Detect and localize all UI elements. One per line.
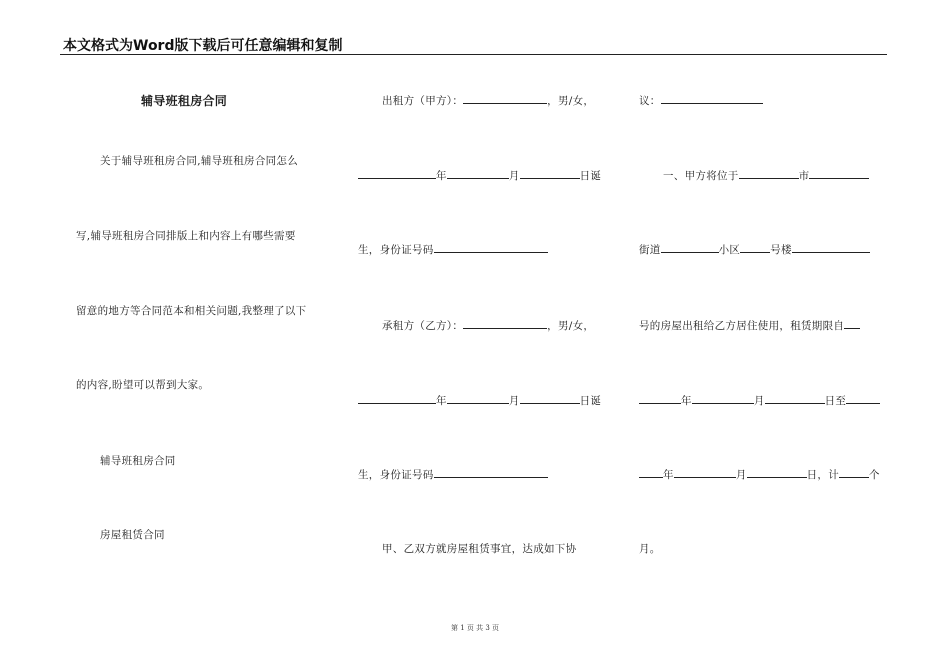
end-year-blank-2 [639,468,663,478]
day-birth-label: 日诞 [579,170,602,182]
lessee-line [382,319,594,332]
birth-day-blank [520,169,580,179]
term-end-line [639,468,880,481]
agreement-end-label: 议： [639,95,661,107]
community-blank [740,243,770,253]
building-label: 号楼 [770,244,792,256]
month-label: 月 [753,395,765,407]
city-label: 市 [798,170,810,182]
month-label: 月 [508,170,520,182]
end-month-blank [674,468,736,478]
agreement-continued-line [639,94,763,107]
agreement-line: 甲、乙双方就房屋租赁事宜，达成如下协 [382,543,577,555]
term-start-blank [844,319,860,329]
lessee-name-blank [463,319,547,329]
month-end-line: 月。 [639,543,661,555]
page-number-footer: 第 1 页 共 3 页 [450,624,500,632]
unit-label: 个 [869,469,880,481]
lessee-label: 承租方（乙方）： [382,320,464,332]
lessor-id-blank [434,243,548,253]
agreement-blank [661,94,763,104]
total-months-blank [839,468,869,478]
id-number-label: 生，身份证号码 [358,244,434,256]
street-label: 街道 [639,244,661,256]
month-label: 月 [508,395,520,407]
lessor-line [382,94,594,107]
birth-year-blank [358,169,436,179]
term-dates-line [639,394,880,407]
location-blank [739,169,799,179]
header-divider [60,54,887,55]
intro-line-3: 留意的地方等合同范本和相关问题,我整理了以下 [76,305,307,317]
community-label: 小区 [718,244,741,256]
intro-line-4: 的内容,盼望可以帮到大家。 [76,379,210,391]
intro-line-1: 关于辅导班租房合同,辅导班租房合同怎么 [100,155,299,167]
id-number-label: 生，身份证号码 [358,469,434,481]
birth-year-blank [358,394,436,404]
street-blank [661,243,719,253]
lessor-id-line [358,243,548,256]
lessor-name-blank [463,94,547,104]
month-label: 月 [735,469,747,481]
lessee-birth-line [358,394,601,407]
lessee-gender-label: ，男/女， [547,320,595,332]
rent-term-line [639,319,860,332]
rent-term-label: 号的房屋出租给乙方居住使用，租赁期限自 [639,320,845,332]
year-label: 年 [436,395,447,407]
building-blank [792,243,870,253]
birth-day-blank [520,394,580,404]
day-total-label: 日，计 [806,469,840,481]
lessor-gender-label: ，男/女， [547,95,595,107]
city-blank [809,169,869,179]
day-birth-label: 日诞 [579,395,602,407]
subheading-tutoring-rental-contract: 辅导班租房合同 [100,455,176,467]
year-label: 年 [681,395,692,407]
birth-month-blank [447,394,509,404]
start-month-blank [692,394,754,404]
end-day-blank [747,468,807,478]
document-title: 辅导班租房合同 [141,94,228,108]
lessor-birth-line [358,169,601,182]
clause-1-label: 一、甲方将位于 [663,170,739,182]
subheading-house-lease-contract: 房屋租赁合同 [100,529,165,541]
start-year-blank [639,394,681,404]
birth-month-blank [447,169,509,179]
clause-1-line [663,169,869,182]
lessor-label: 出租方（甲方）： [382,95,464,107]
intro-line-2: 写,辅导班租房合同排版上和内容上有哪些需要 [76,230,296,242]
start-day-blank [765,394,825,404]
lessee-id-line [358,468,548,481]
year-label: 年 [663,469,674,481]
address-line [639,243,870,256]
year-label: 年 [436,170,447,182]
page-header: 本文格式为Word版下载后可任意编辑和复制 [63,38,343,54]
end-year-blank [846,394,880,404]
day-to-label: 日至 [824,395,847,407]
lessee-id-blank [434,468,548,478]
